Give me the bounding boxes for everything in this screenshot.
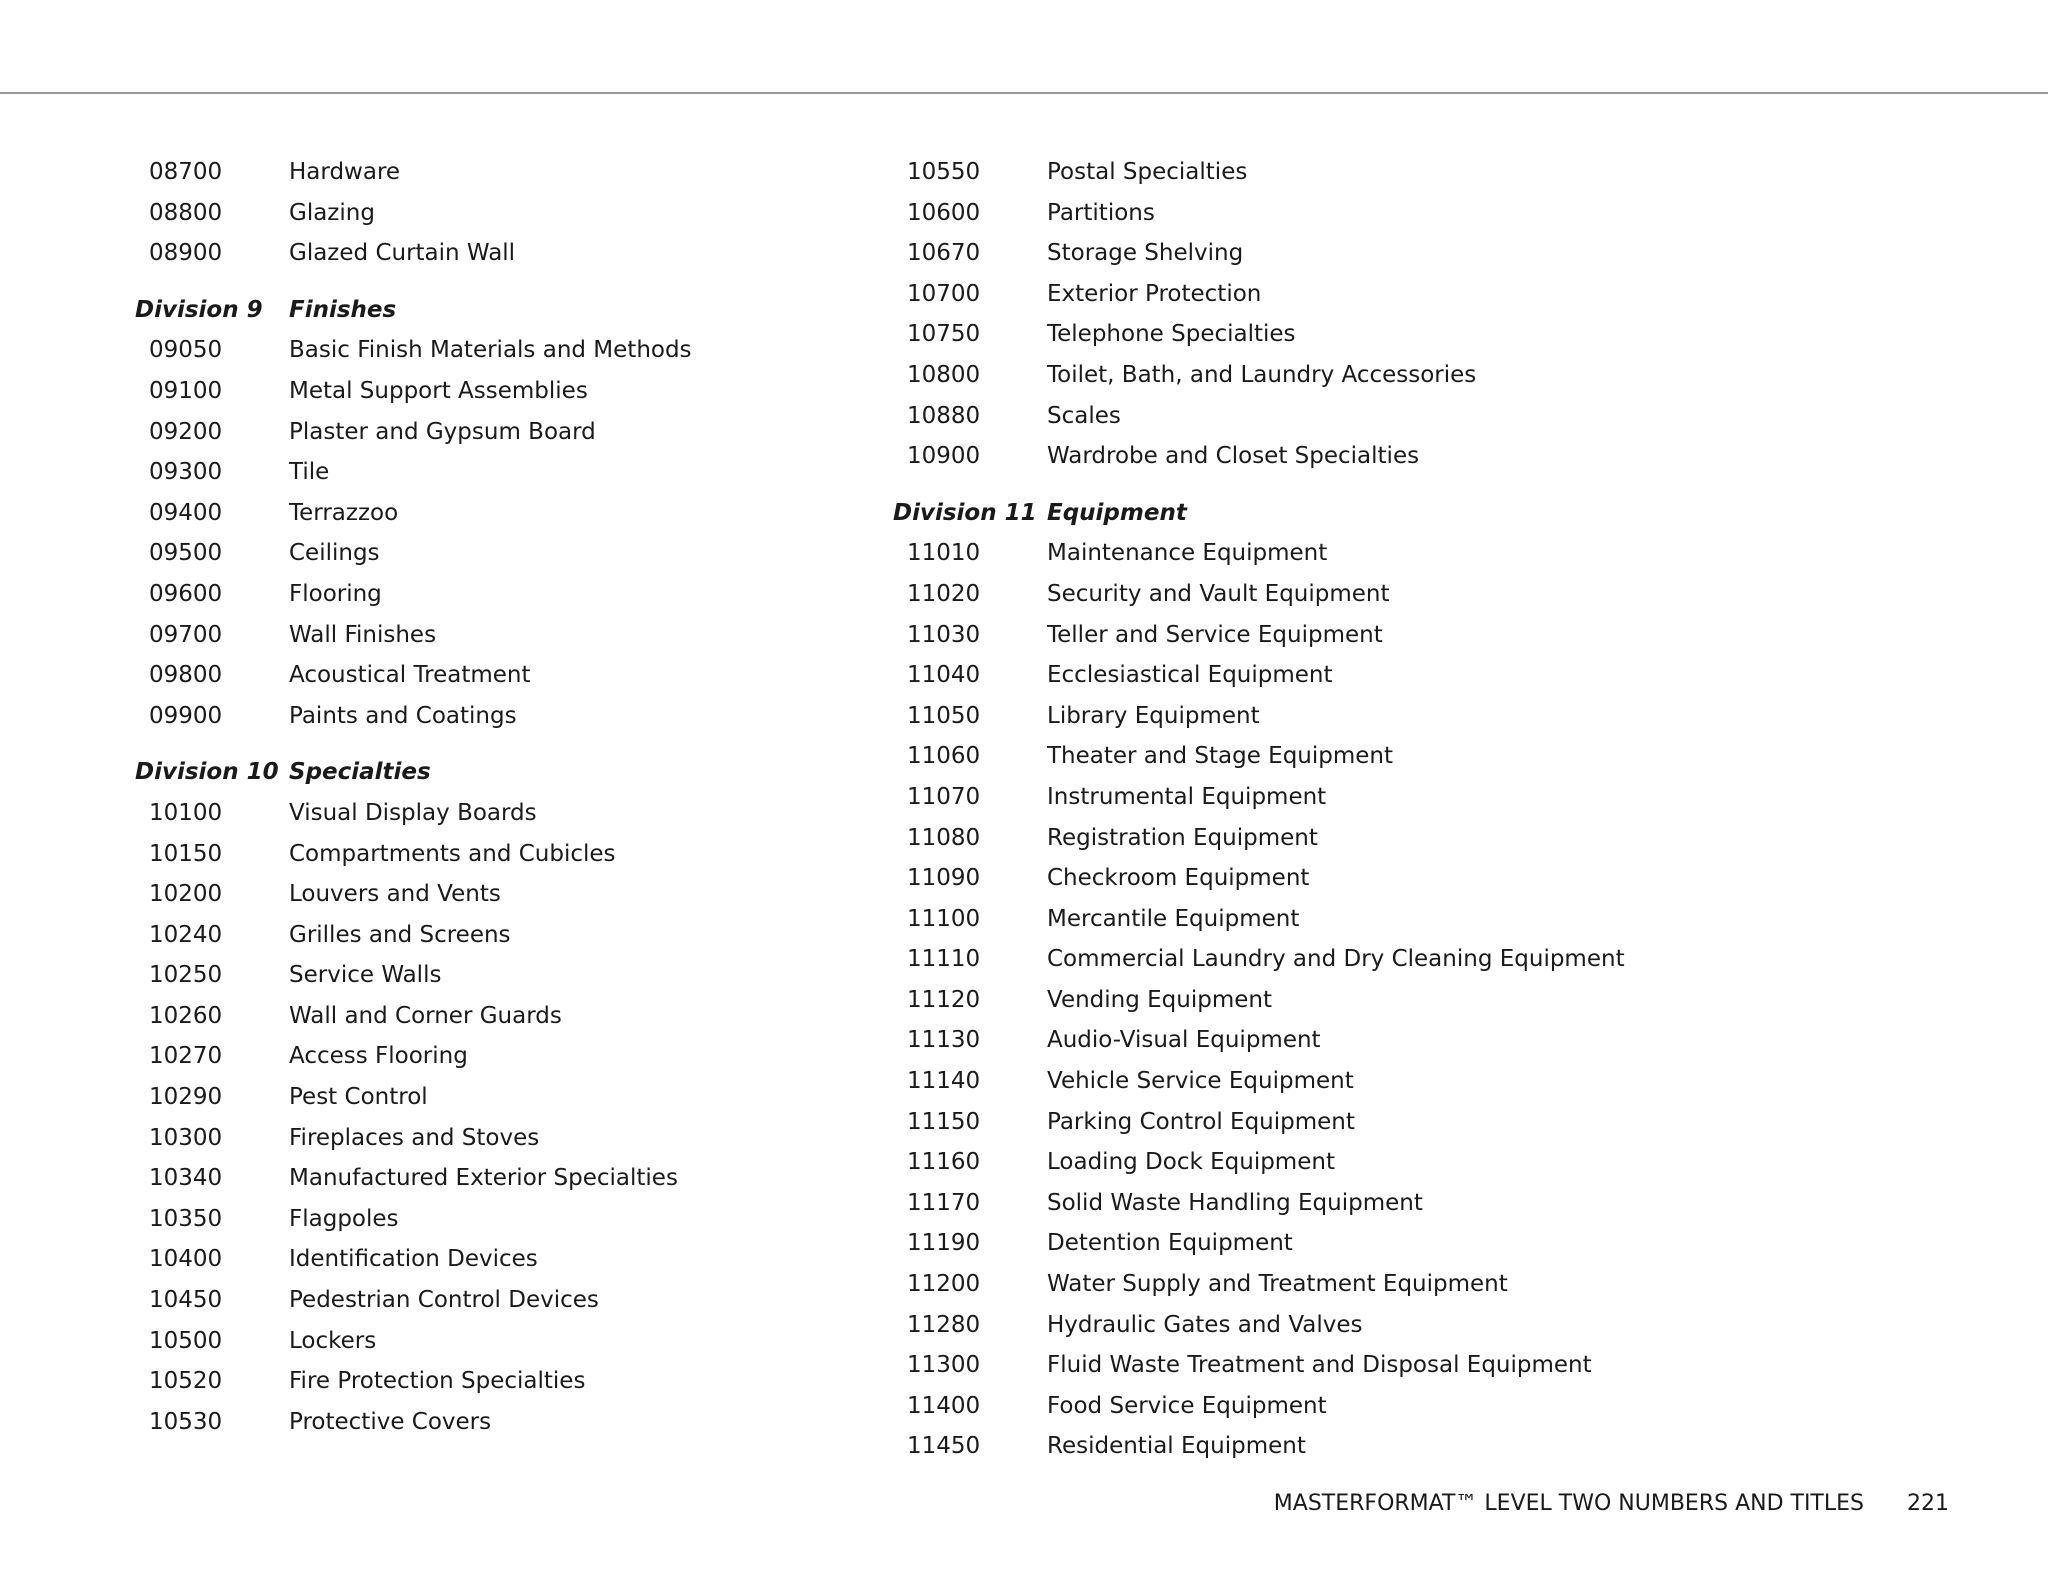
section-entry [135,1077,895,1118]
section-number: 09400 [149,499,223,526]
section-number: 10520 [149,1368,223,1395]
section-title: Fire Protection Specialties [289,1368,586,1395]
section-entry [893,1264,1653,1305]
header-rule [0,92,2048,94]
section-entry [893,193,1653,234]
section-entry [135,996,895,1037]
section-number: 11060 [907,743,981,770]
section-entry [893,1102,1653,1143]
section-title: Teller and Service Equipment [1047,621,1383,648]
page-footer [1274,1484,1949,1524]
section-title: Flagpoles [289,1205,399,1232]
section-title: Exterior Protection [1047,280,1262,307]
section-number: 10400 [149,1246,223,1273]
division-spacer [135,736,895,752]
section-number: 11450 [907,1433,981,1460]
section-number: 09900 [149,702,223,729]
section-title: Checkroom Equipment [1047,865,1310,892]
section-number: 09050 [149,337,223,364]
section-number: 10270 [149,1043,223,1070]
section-entry [135,793,895,834]
section-title: Loading Dock Equipment [1047,1149,1335,1176]
division-heading [135,290,895,331]
section-number: 11280 [907,1311,981,1338]
division-label: Division 9 [135,296,263,323]
section-entry [893,1142,1653,1183]
section-entry [135,574,895,615]
section-title: Detention Equipment [1047,1230,1293,1257]
section-entry [135,874,895,915]
section-number: 11070 [907,783,981,810]
section-title: Fireplaces and Stoves [289,1124,540,1151]
section-number: 11080 [907,824,981,851]
section-entry [135,412,895,453]
section-number: 10200 [149,881,223,908]
section-title: Ceilings [289,540,380,567]
section-entry [893,939,1653,980]
section-entry [135,955,895,996]
section-entry [135,330,895,371]
section-entry [135,1036,895,1077]
section-number: 11150 [907,1108,981,1135]
section-number: 11110 [907,946,981,973]
section-title: Compartments and Cubicles [289,840,616,867]
section-number: 10700 [907,280,981,307]
section-title: Pest Control [289,1084,428,1111]
division-heading [135,752,895,793]
section-entry [135,152,895,193]
section-entry [135,834,895,875]
section-title: Solid Waste Handling Equipment [1047,1189,1423,1216]
section-title: Security and Vault Equipment [1047,580,1390,607]
division-title: Specialties [289,759,431,786]
section-entry [893,736,1653,777]
section-entry [893,818,1653,859]
section-entry [893,1426,1653,1467]
section-title: Vehicle Service Equipment [1047,1068,1354,1095]
section-number: 10100 [149,799,223,826]
section-title: Visual Display Boards [289,799,537,826]
section-entry [135,371,895,412]
section-entry [893,1305,1653,1346]
section-entry [893,980,1653,1021]
section-number: 11200 [907,1271,981,1298]
section-title: Partitions [1047,199,1155,226]
section-number: 08900 [149,240,223,267]
section-number: 10880 [907,402,981,429]
section-title: Access Flooring [289,1043,468,1070]
section-title: Hydraulic Gates and Valves [1047,1311,1363,1338]
section-title: Wall and Corner Guards [289,1002,562,1029]
section-title: Wardrobe and Closet Specialties [1047,443,1420,470]
section-number: 11030 [907,621,981,648]
section-entry [893,858,1653,899]
section-entry [135,1361,895,1402]
section-entry [893,314,1653,355]
section-entry [893,655,1653,696]
section-title: Glazing [289,199,375,226]
section-title: Registration Equipment [1047,824,1318,851]
section-entry [893,152,1653,193]
section-entry [135,655,895,696]
section-title: Metal Support Assemblies [289,377,588,404]
section-number: 08700 [149,159,223,185]
section-title: Flooring [289,580,382,607]
section-title: Parking Control Equipment [1047,1108,1355,1135]
section-number: 11400 [907,1392,981,1419]
section-number: 10450 [149,1287,223,1314]
section-number: 10500 [149,1327,223,1354]
section-title: Manufactured Exterior Specialties [289,1165,678,1192]
section-number: 10600 [907,199,981,226]
section-title: Plaster and Gypsum Board [289,418,596,445]
section-number: 11190 [907,1230,981,1257]
section-title: Telephone Specialties [1047,321,1296,348]
section-title: Grilles and Screens [289,921,511,948]
section-title: Storage Shelving [1047,240,1244,267]
page-number: 221 [1907,1491,1949,1516]
section-title: Water Supply and Treatment Equipment [1047,1271,1508,1298]
section-number: 10250 [149,962,223,989]
section-entry [135,1280,895,1321]
section-number: 09500 [149,540,223,567]
section-number: 09300 [149,459,223,486]
section-title: Glazed Curtain Wall [289,240,516,267]
section-number: 11040 [907,662,981,689]
section-entry [893,233,1653,274]
section-number: 10300 [149,1124,223,1151]
section-number: 11020 [907,580,981,607]
section-entry [135,452,895,493]
division-title: Equipment [1047,499,1187,526]
section-number: 11160 [907,1149,981,1176]
section-entry [893,1061,1653,1102]
section-number: 10350 [149,1205,223,1232]
section-entry [893,396,1653,437]
section-title: Mercantile Equipment [1047,905,1300,932]
section-title: Postal Specialties [1047,159,1248,185]
section-title: Library Equipment [1047,702,1260,729]
section-entry [135,1199,895,1240]
section-entry [135,233,895,274]
section-entry [893,615,1653,656]
section-number: 11100 [907,905,981,932]
section-number: 10670 [907,240,981,267]
section-number: 11050 [907,702,981,729]
section-title: Fluid Waste Treatment and Disposal Equipment [1047,1352,1592,1379]
section-title: Residential Equipment [1047,1433,1306,1460]
section-number: 10150 [149,840,223,867]
section-title: Louvers and Vents [289,881,501,908]
division-heading [893,493,1653,534]
section-number: 10800 [907,361,981,388]
section-entry [893,274,1653,315]
section-number: 10340 [149,1165,223,1192]
section-number: 09600 [149,580,223,607]
section-number: 10530 [149,1408,223,1435]
section-number: 10290 [149,1084,223,1111]
section-title: Instrumental Equipment [1047,783,1327,810]
division-label: Division 10 [135,759,279,786]
section-number: 10240 [149,921,223,948]
section-title: Service Walls [289,962,442,989]
section-title: Protective Covers [289,1408,492,1435]
section-entry [893,1386,1653,1427]
division-spacer [893,477,1653,493]
section-entry [893,574,1653,615]
section-number: 11300 [907,1352,981,1379]
section-title: Toilet, Bath, and Laundry Accessories [1047,361,1477,388]
section-number: 11010 [907,540,981,567]
section-title: Lockers [289,1327,377,1354]
section-entry [893,436,1653,477]
section-number: 10260 [149,1002,223,1029]
section-number: 08800 [149,199,223,226]
section-entry [135,1402,895,1443]
section-title: Wall Finishes [289,621,437,648]
section-entry [893,1223,1653,1264]
section-number: 11120 [907,986,981,1013]
section-number: 09200 [149,418,223,445]
section-entry [135,615,895,656]
section-entry [135,1158,895,1199]
section-number: 10550 [907,159,981,185]
section-entry [135,533,895,574]
section-title: Audio-Visual Equipment [1047,1027,1321,1054]
section-title: Theater and Stage Equipment [1047,743,1394,770]
section-title: Paints and Coatings [289,702,517,729]
section-entry [135,1239,895,1280]
running-title: MASTERFORMAT™ LEVEL TWO NUMBERS AND TITLES [1273,1491,1864,1516]
section-title: Vending Equipment [1047,986,1273,1013]
section-number: 11140 [907,1068,981,1095]
section-number: 09700 [149,621,223,648]
section-entry [893,1020,1653,1061]
section-title: Pedestrian Control Devices [289,1287,599,1314]
section-number: 10750 [907,321,981,348]
section-title: Commercial Laundry and Dry Cleaning Equipment [1047,946,1625,973]
section-entry [893,777,1653,818]
section-title: Scales [1047,402,1121,429]
section-title: Food Service Equipment [1047,1392,1327,1419]
section-entry [135,1321,895,1362]
section-number: 09100 [149,377,223,404]
section-entry [135,493,895,534]
section-entry [893,899,1653,940]
section-entry [135,696,895,737]
section-title: Ecclesiastical Equipment [1047,662,1333,689]
section-title: Terrazzoo [289,499,399,526]
division-title: Finishes [289,296,397,323]
section-title: Tile [289,459,330,486]
section-entry [893,696,1653,737]
right-column [893,152,1653,1467]
section-number: 09800 [149,662,223,689]
section-entry [893,1183,1653,1224]
section-number: 10900 [907,443,981,470]
section-entry [893,533,1653,574]
left-column [135,152,895,1442]
section-title: Acoustical Treatment [289,662,531,689]
section-title: Maintenance Equipment [1047,540,1328,567]
section-title: Basic Finish Materials and Methods [289,337,692,364]
section-number: 11130 [907,1027,981,1054]
section-entry [135,915,895,956]
section-entry [893,1345,1653,1386]
section-entry [135,193,895,234]
section-title: Hardware [289,159,401,185]
section-number: 11090 [907,865,981,892]
section-entry [135,1118,895,1159]
section-entry [893,355,1653,396]
section-number: 11170 [907,1189,981,1216]
division-spacer [135,274,895,290]
division-label: Division 11 [893,499,1037,526]
section-title: Identification Devices [289,1246,538,1273]
